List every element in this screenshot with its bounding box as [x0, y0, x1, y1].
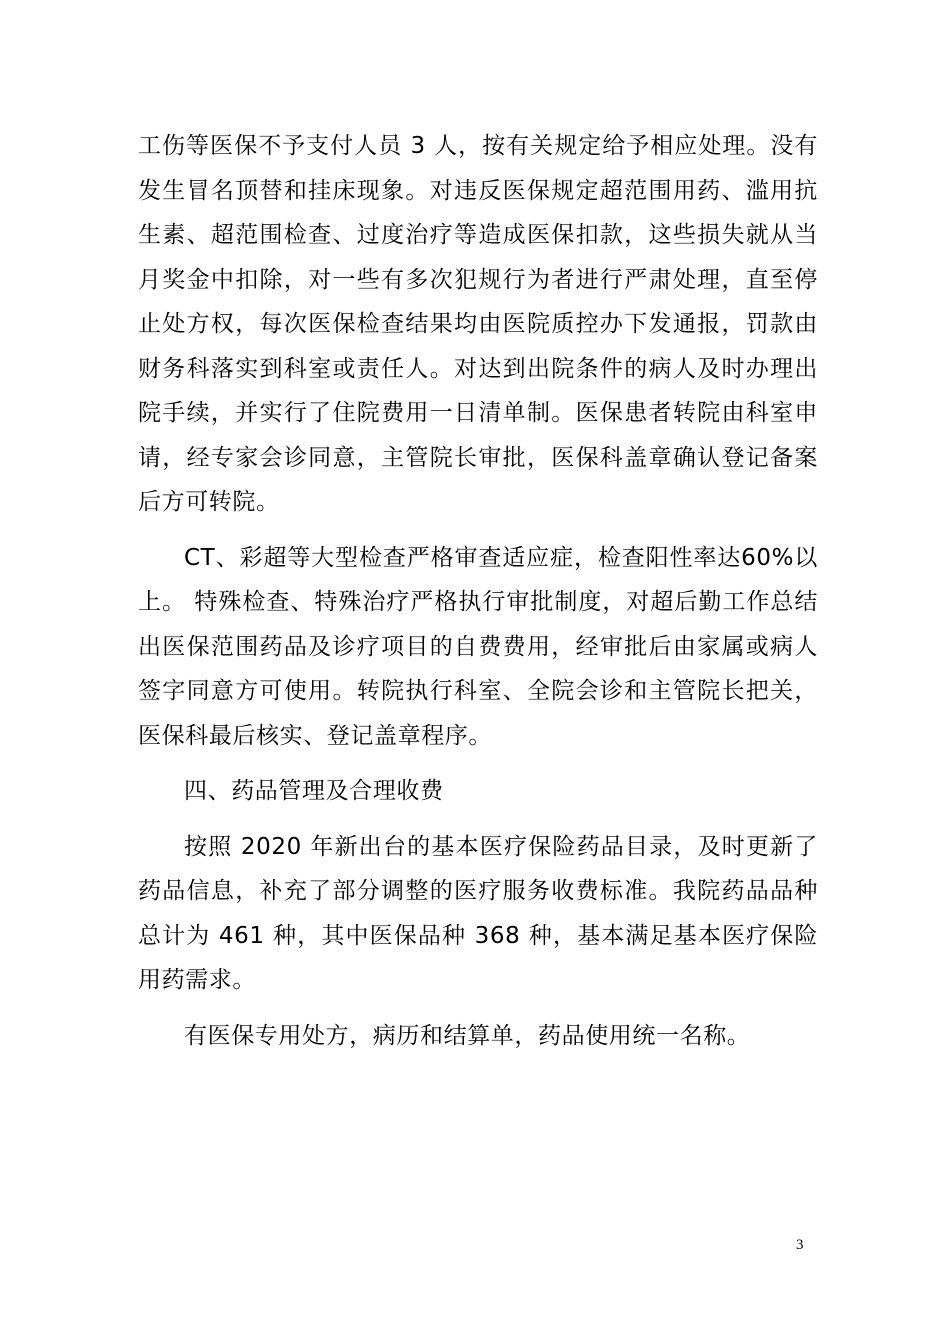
paragraph-examination: CT、彩超等大型检查严格审查适应症，检查阳性率达60%以上。 特殊检查、特殊治疗严格执行审批制度，对超后勤工作总结 出医保范围药品及诊疗项目的自费费用，经审批后由家属或病人签字同意方可使用。转院执行科室、全院会诊和主管院长把关，医保科最后核实、登记盖章程序。 [138, 544, 818, 749]
paragraph-drug-catalog: 按照 2020 年新出台的基本医疗保险药品目录，及时更新了药品信息，补充了部分调整的医疗服务收费标准。我院药品品种总计为 461 种，其中医保品种 368 种，基本满足基本医疗保险用药需求。 [138, 833, 818, 993]
paragraph-prescription: 有医保专用处方，病历和结算单，药品使用统一名称。 [184, 1022, 751, 1049]
section-heading: 四、药品管理及合理收费 [184, 778, 444, 804]
paragraph-continuation: 工伤等医保不予支付人员 3 人，按有关规定给予相应处理。没有发生冒名顶替和挂床现象。对违反医保规定超范围用药、滥用抗生素、超范围检查、过度治疗等造成医保扣款，这些损失就从当月奖金中扣除，对一些有多次犯规行为者进行严肃处理，直至停止处方权，每次医保检查结果均由医院质控办下发通报，罚款由财务科落实到科室或责任人。对达到出院条件的病人及时办理出院手续，并实行了住院费用一日清单制。医保患者转院由科室申请，经专家会诊同意，主管院长审批，医保科盖章确认登记备案后方可转院。 [138, 133, 818, 515]
page-number: 3 [796, 1237, 804, 1253]
document-body [138, 124, 818, 1058]
